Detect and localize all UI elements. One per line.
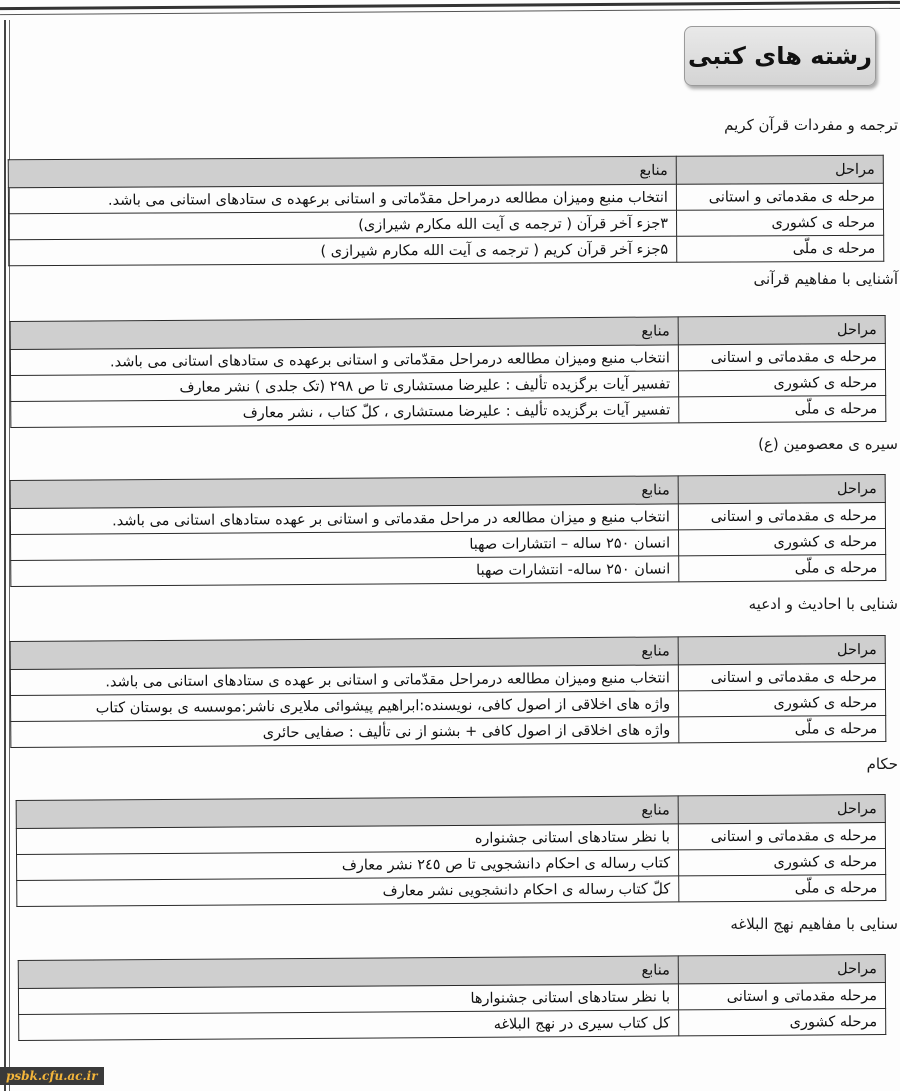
table-row: [17, 874, 886, 906]
source-cell: تفسیر آیات برگزیده تألیف : علیرضا مستشاری ، کلّ کتاب ، نشر معارف: [11, 397, 679, 428]
table-row: [11, 715, 886, 747]
table-row: [19, 1008, 886, 1040]
stage-cell: مرحله ی مقدماتی و استانی: [678, 343, 885, 370]
section-title: شنایی با احادیث و ادعیه: [748, 595, 898, 613]
source-cell: انتخاب منبع ومیزان مطالعه درمراحل مقدّماتی و استانی بر عهده ی ستادهای استانی می باشد.: [10, 665, 678, 696]
source-cell: با نظر ستادهای استانی جشنواره: [16, 824, 678, 855]
top-rule: [0, 1, 900, 15]
source-cell: انتخاب منبع و میزان مطالعه در مراحل مقدماتی و استانی بر عهده ستادهای استانی می باشد.: [10, 504, 678, 535]
source-cell: با نظر ستادهای استانی جشنوارها: [18, 984, 678, 1015]
source-cell: انتخاب منبع ومیزان مطالعه درمراحل مقدّماتی و استانی برعهده ی ستادهای استانی می باشد.: [8, 184, 676, 213]
stage-cell: مرحله ی مقدماتی و استانی: [678, 663, 885, 690]
source-cell: واژه های اخلاقی از اصول کافی، نویسنده:ابراهیم پیشوائی ملایری ناشر:موسسه ی بوستان کتاب: [11, 691, 679, 722]
stage-cell: مرحله ی ملّی: [679, 874, 886, 901]
source-cell: واژه های اخلاقی از اصول کافی + بشنو از نی تألیف : صفایی حائری: [11, 717, 679, 748]
header-stages: مراحل: [678, 635, 885, 664]
table-row: [11, 395, 886, 427]
header-sources: منابع: [16, 796, 678, 829]
section-title: سیره ی معصومین (ع): [758, 435, 898, 453]
stage-cell: مرحله ی مقدماتی و استانی: [676, 183, 883, 210]
source-cell: انسان ۲۵۰ ساله- انتشارات صهبا: [11, 556, 679, 587]
source-cell: ۵جزء آخر قرآن کریم ( ترجمه ی آیت الله مکارم شیرازی ): [9, 236, 677, 265]
header-sources: منابع: [18, 956, 678, 989]
sources-table: [8, 155, 885, 267]
section-title: ترجمه و مفردات قرآن کریم: [724, 116, 898, 134]
stage-cell: مرحله ی کشوری: [679, 689, 886, 716]
sources-table: [10, 474, 887, 587]
source-cell: کلّ کتاب رساله ی احکام دانشجویی نشر معارف: [17, 876, 679, 907]
stage-cell: مرحله ی کشوری: [677, 209, 884, 236]
header-stages: مراحل: [676, 155, 883, 184]
table-header-row: [8, 155, 883, 188]
sources-table: [10, 635, 887, 748]
source-cell: ۳جزء آخر قرآن ( ترجمه ی آیت الله مکارم شیرازی): [9, 210, 677, 239]
sources-table: [10, 315, 887, 428]
header-stages: مراحل: [678, 315, 885, 344]
section-title: سنایی با مفاهیم نهج البلاغه: [730, 915, 898, 933]
stage-cell: مرحله ی ملّی: [677, 235, 884, 262]
stage-cell: مرحله ی کشوری: [679, 528, 886, 555]
header-sources: منابع: [10, 317, 678, 350]
stage-cell: مرحله ی ملّی: [679, 715, 886, 742]
source-cell: انتخاب منبع ومیزان مطالعه درمراحل مقدّماتی و استانی برعهده ی ستادهای استانی می باشد.: [10, 345, 678, 376]
stage-cell: مرحله ی کشوری: [679, 369, 886, 396]
stage-cell: مرحله مقدماتی و استانی: [678, 982, 885, 1009]
sources-table: [16, 794, 887, 907]
section-title: آشنایی با مفاهیم قرآنی: [753, 270, 898, 288]
stage-cell: مرحله ی مقدماتی و استانی: [678, 502, 885, 529]
header-stages: مراحل: [678, 954, 885, 983]
stage-cell: مرحله ی کشوری: [679, 848, 886, 875]
source-cell: کتاب رساله ی احکام دانشجویی تا ص ۲٤٥ نشر معارف: [17, 850, 679, 881]
header-stages: مراحل: [678, 794, 885, 823]
section-title: حکام: [866, 755, 898, 773]
stage-cell: مرحله ی ملّی: [679, 395, 886, 422]
source-cell: انسان ۲۵۰ ساله – انتشارات صهبا: [11, 530, 679, 561]
table-row: [11, 554, 886, 586]
site-watermark: psbk.cfu.ac.ir: [0, 1067, 104, 1085]
table-row: [9, 235, 884, 266]
sources-table: [18, 954, 887, 1041]
page-title: رشته های کتبی: [684, 26, 876, 86]
header-sources: منابع: [8, 156, 676, 187]
header-sources: منابع: [10, 637, 678, 670]
stage-cell: مرحله ی ملّی: [679, 554, 886, 581]
stage-cell: مرحله کشوری: [679, 1008, 886, 1035]
stage-cell: مرحله ی مقدماتی و استانی: [678, 822, 885, 849]
source-cell: کل کتاب سیری در نهج البلاغه: [19, 1010, 679, 1041]
header-stages: مراحل: [678, 474, 885, 503]
header-sources: منابع: [10, 476, 678, 509]
source-cell: تفسیر آیات برگزیده تألیف : علیرضا مستشاری تا ص ۲۹۸ (تک جلدی ) نشر معارف: [11, 371, 679, 402]
